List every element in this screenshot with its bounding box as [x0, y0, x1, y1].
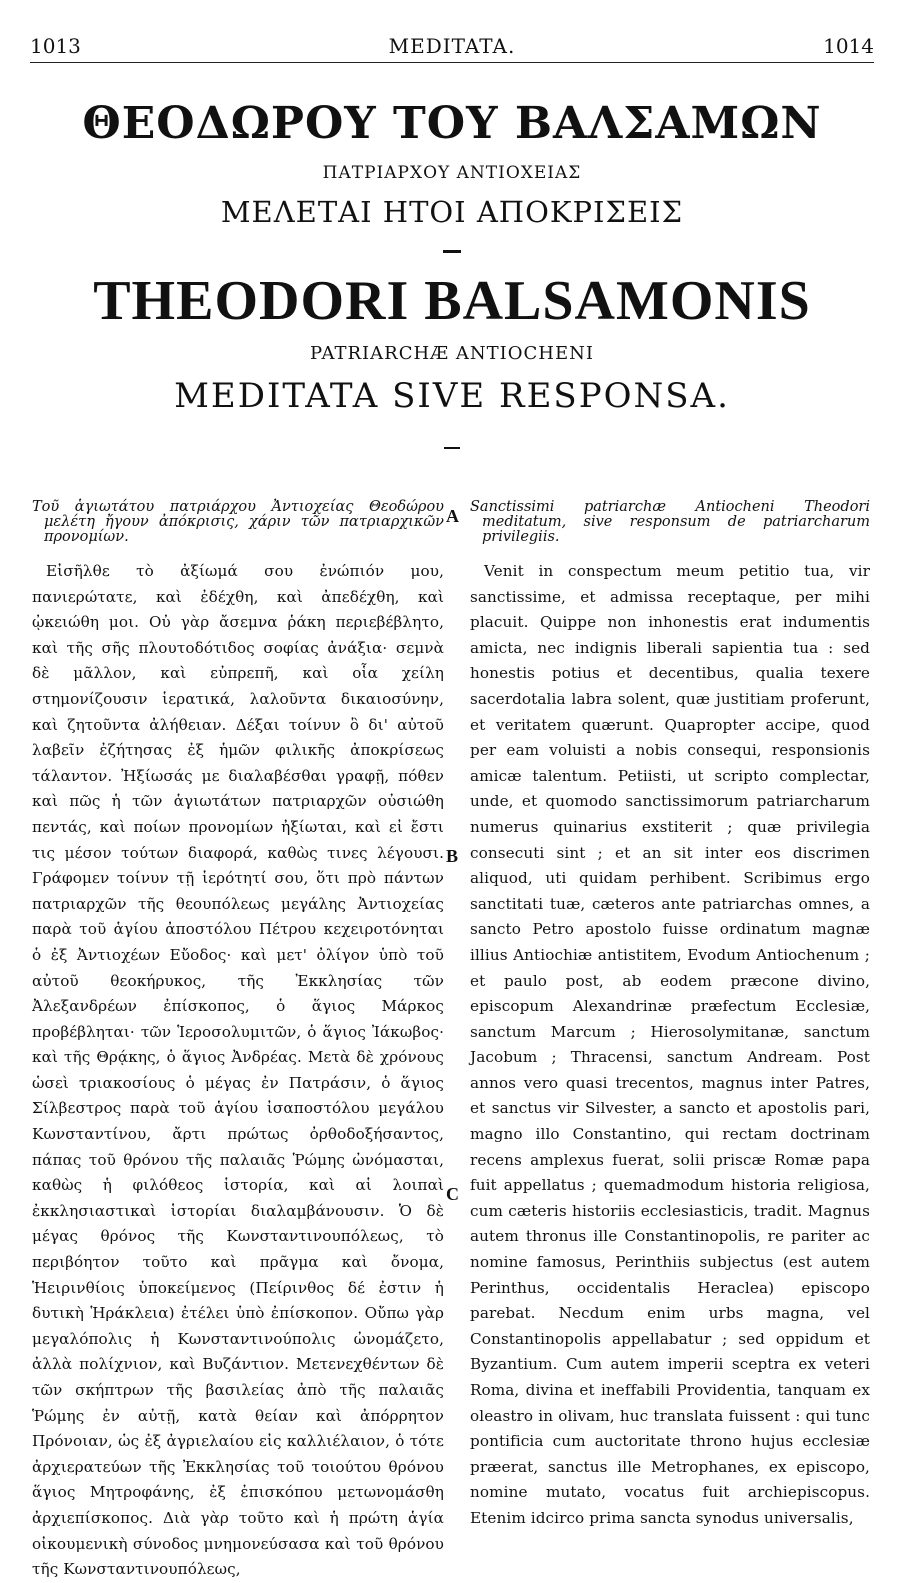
greek-column-text: Εἰσῆλθε τὸ ἀξίωμά σου ἐνώπιόν μου, πανιερώτατε, καὶ ἐδέχθη, καὶ ἀπεδέχθη, καὶ ᾠκειώθη μοι. Οὐ γὰρ ἄσεμνα ῥάκη περιεβέβλητο, καὶ τῆς σῆς πλουτοδότιδος σοφίας ἀνάξια· σεμνὰ δὲ μᾶλλον, καὶ εὐπρεπῆ, καὶ οἷα χείλη στημονίζουσιν ἱερατικά, λαλοῦντα δικαιοσύνην, καὶ ζητοῦντα ἀλήθειαν. Δέξαι τοίνυν ὃ δι' αὐτοῦ λαβεῖν ἐζήτησας ἐξ ἡμῶν φιλικῆς ἀποκρίσεως τάλαντον. Ἠξίωσάς με διαλαβέσθαι γραφῇ, πόθεν καὶ πῶς ἡ τῶν ἁγιωτάτων πατριαρχῶν οὐσιώθη πεντάς, καὶ ποίων προνομίων ἠξίωται, καὶ εἰ ἔστι τις μέσον τούτων διαφορά, καθὼς τινες λέγουσι. Γράφομεν τοίνυν τῇ ἱερότητί σου, ὅτι πρὸ πάντων πατριαρχῶν τῆς θεουπόλεως μεγάλης Ἀντιοχείας παρὰ τοῦ ἁγίου ἀποστόλου Πέτρου κεχειροτόνηται ὁ ἐξ Ἀντιοχέων Εὔοδος· καὶ μετ' ὀλίγον ὑπὸ τοῦ αὐτοῦ θεοκήρυκος, τῆς Ἐκκλησίας τῶν Ἀλεξανδρέων ἐπίσκοπος, ὁ ἅγιος Μάρκος προβέβληται· τῶν Ἱεροσολυμιτῶν, ὁ ἅγιος Ἰάκωβος· καὶ τῆς Θρᾴκης, ὁ ἅγιος Ἀνδρέας. Μετὰ δὲ χρόνους ὡσεὶ τριακοσίους ὁ μέγας ἐν Πατράσιν, ὁ ἅγιος Σίλβεστρος παρὰ τοῦ ἁγίου ἰσαποστόλου μεγάλου Κωνσταντίνου, ἄρτι πρώτως ὀρθοδοξήσαντος, πάπας τοῦ θρόνου τῆς παλαιᾶς Ῥώμης ὠνόμασται, καθὼς ἡ φιλόθεος ἱστορία, καὶ αἱ λοιπαὶ ἐκκλησιαστικαὶ ἱστορίαι διαλαμβάνουσιν. Ὁ δὲ μέγας θρόνος τῆς Κωνσταντινουπόλεως, τὸ περιβόητον τοῦτο καὶ πρᾶγμα καὶ ὄνομα, Ἡειρινθίοις ὑποκείμενος (Πείρινθος δέ ἐστιν ἡ δυτικὴ Ἡράκλεια) ἐτέλει ὑπὸ ἐπίσκοπον. Οὔπω γὰρ μεγαλόπολις ἡ Κωνσταντινούπολις ὠνομάζετο, ἀλλὰ πολίχνιον, καὶ Βυζάντιον. Μετενεχθέντων δὲ τῶν σκήπτρων τῆς βασιλείας ἀπὸ τῆς παλαιᾶς Ῥώμης ἐν αὐτῇ, κατὰ θείαν καὶ ἀπόρρητον Πρόνοιαν, ὡς ἐξ ἀγριελαίου εἰς καλλιέλαιον, ὁ τότε ἀρχιερατεύων τῆς Ἐκκλησίας τοῦ τοιούτου θρόνου ἅγιος Μητροφάνης, ἐξ ἐπισκόπου μετωνομάσθη ἀρχιεπίσκοπος. Διὰ γὰρ τοῦτο καὶ ἡ πρώτη ἁγία οἰκουμενικὴ σύνοδος μνημονεύσασα καὶ τοῦ θρόνου τῆς Κωνσταντινουπόλεως,: [32, 562, 444, 1579]
title-divider: [443, 250, 461, 253]
text-columns: [30, 499, 874, 1579]
greek-work-title: ΜΕΛΕΤΑΙ ΗΤΟΙ ΑΠΟΚΡΙΣΕΙΣ: [220, 195, 684, 229]
latin-title: THEODORI BALSAMONIS: [93, 270, 811, 332]
header-rule: [30, 62, 874, 63]
greek-title: ΘΕΟΔΩΡΟΥ ΤΟΥ ΒΑΛΣΑΜΩΝ: [82, 98, 822, 149]
running-title: MEDITATA.: [388, 34, 516, 58]
latin-column-heading: Sanctissimi patriarchæ Antiocheni Theodori meditatum, sive responsum de patriarcharum privilegiis.: [470, 499, 870, 545]
latin-column-text: Venit in conspectum meum petitio tua, vir sanctissime, et admissa receptaque, per mihi placuit. Quippe non inhonestis erat indumentis amicta, nec indignis liberali sapientia tua : sed honestis potius et decentibus, qualia texere sacerdotalia labra solent, quæ justitiam proferunt, et veritatem quærunt. Quapropter accipe, quod per eam voluisti a nobis consequi, responsionis amicæ talentum. Petiisti, ut scripto complectar, unde, et quomodo sanctissimorum patriarcharum numerus quinarius exstiterit ; quæ privilegia consecuti sint ; et an sit inter eos discrimen aliquod, uti quidam perhibent. Scribimus ergo sanctitati tuæ, cæteros ante patriarchas omnes, a sancto Petro apostolo fuisse ordinatum magnæ illius Antiochiæ antistitem, Evodum Antiochenum ; et paulo post, ab eodem præcone divino, episcopum Alexandrinæ præfectum Ecclesiæ, sanctum Marcum ; Hierosolymitanæ, sanctum Jacobum ; Thracensi, sanctum Andream. Post annos vero quasi trecentos, magnus inter Patres, et sanctus vir Silvester, a sancto et apostolis pari, magno illo Constantino, qui rectam doctrinam recens amplexus fuerat, solii priscæ Romæ papa fuit appellatus ; quemadmodum historia religiosa, cum cæteris historiis ecclesiasticis, tradit. Magnus autem thronus ille Constantinopolis, re pariter ac nomine famosus, Perinthiis subjectus (est autem Perinthus, occidentalis Heraclea) episcopo parebat. Necdum enim urbs magna, vel Constantinopolis appellabatur ; sed oppidum et Byzantium. Cum autem imperii sceptra ex veteri Roma, divina et ineffabili Providentia, tanquam ex oleastro in olivam, huc translata fuissent : qui tunc pontificia cum auctoritate throno hujus ecclesiæ præerat, sanctus ille Metrophanes, ex episcopo, nomine mutato, vocatus fuit archiepiscopus. Etenim idcirco prima sancta synodus universalis,: [470, 562, 870, 1527]
page-number-left: 1013: [30, 34, 81, 58]
margin-letter-c: C: [446, 1184, 459, 1204]
latin-work-title: MEDITATA SIVE RESPONSA.: [174, 376, 730, 416]
margin-letter-a: A: [446, 506, 459, 526]
section-divider: [444, 447, 460, 449]
greek-column-heading: Τοῦ ἁγιωτάτου πατριάρχου Ἀντιοχείας Θεοδώρου μελέτη ἤγουν ἀπόκρισις, χάριν τῶν πατριαρχικῶν προνομίων.: [32, 499, 444, 545]
latin-subtitle: PATRIARCHÆ ANTIOCHENI: [310, 343, 594, 364]
margin-letter-b: B: [446, 846, 459, 866]
greek-subtitle: ΠΑΤΡΙΑΡΧΟΥ ΑΝΤΙΟΧΕΙΑΣ: [322, 163, 582, 183]
title-block: [40, 94, 864, 449]
page-number-right: 1014: [823, 34, 874, 58]
running-head: [30, 34, 874, 58]
latin-column: [470, 500, 870, 1532]
greek-column: [32, 500, 444, 1583]
